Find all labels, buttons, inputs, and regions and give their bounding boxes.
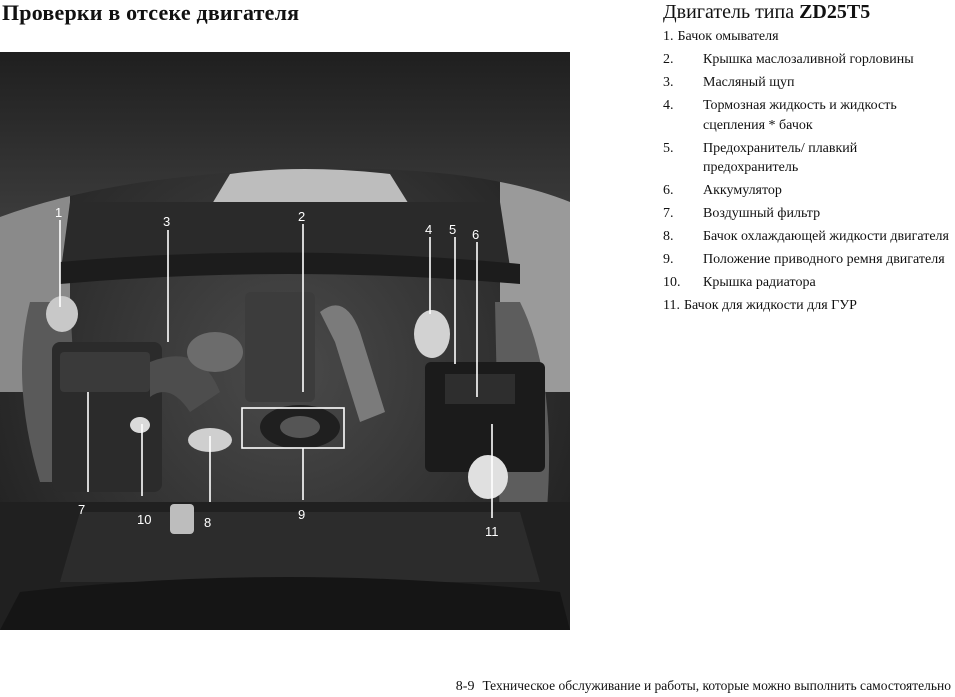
callout-9: 9 [298,507,306,522]
page-title: Проверки в отсеке двигателя [2,0,300,25]
legend-item-number: 1. [663,29,674,44]
legend-item [663,204,953,224]
legend-item [663,27,953,47]
page-footer [456,678,951,695]
legend-item [663,73,953,93]
legend-item-number: 11. [663,298,680,313]
callout-6: 6 [472,227,480,242]
legend-item [663,227,953,247]
legend-item-number: 3. [663,75,674,90]
legend-list [663,27,953,316]
legend-item-number: 9. [663,252,674,267]
callout-1: 1 [55,205,63,220]
legend-item-text: Положение приводного ремня двигателя [703,252,945,267]
legend-item-number: 10. [663,275,681,290]
legend-item-text: Бачок омывателя [677,29,779,44]
legend-item-text: Крышка маслозаливной горловины [703,52,914,67]
callout-8: 8 [204,515,212,530]
legend-item [663,96,953,135]
legend-item-text: Воздушный фильтр [703,206,821,221]
engine-code: ZD25T5 [799,1,871,23]
legend-item-text: Крышка радиатора [703,275,816,290]
legend-item-number: 7. [663,206,674,221]
legend-item [663,273,953,293]
legend-item [663,181,953,201]
legend-item-text: Предохранитель/ плавкий предохранитель [703,140,858,175]
callout-10: 10 [137,512,152,527]
component-legend [663,0,953,319]
callout-3: 3 [163,214,171,229]
legend-item-number: 4. [663,98,674,113]
legend-item-number: 2. [663,52,674,67]
legend-title [663,0,953,24]
callout-2: 2 [298,209,306,224]
legend-item-text: Тормозная жидкость и жидкость сцепления * бачок [703,98,897,133]
legend-item [663,50,953,70]
legend-item-text: Бачок охлаждающей жидкости двигателя [703,229,949,244]
legend-item-number: 8. [663,229,674,244]
legend-item-number: 6. [663,183,674,198]
callout-7: 7 [78,502,86,517]
callout-4: 4 [425,222,433,237]
footer-section-title: Техническое обслуживание и работы, которые можно выполнить самостоятельно [482,678,951,693]
legend-title-prefix: Двигатель типа [663,1,800,23]
callout-11: 11 [485,524,499,539]
page-number: 8-9 [455,679,475,694]
legend-item [663,139,953,178]
legend-item [663,296,953,316]
legend-item-number: 5. [663,140,674,156]
legend-item-text: Масляный щуп [703,75,795,90]
callout-5: 5 [449,222,457,237]
legend-item-text: Бачок для жидкости для ГУР [683,298,857,313]
engine-bay-photo [0,52,570,630]
legend-item [663,250,953,270]
legend-item-text: Аккумулятор [703,183,782,198]
